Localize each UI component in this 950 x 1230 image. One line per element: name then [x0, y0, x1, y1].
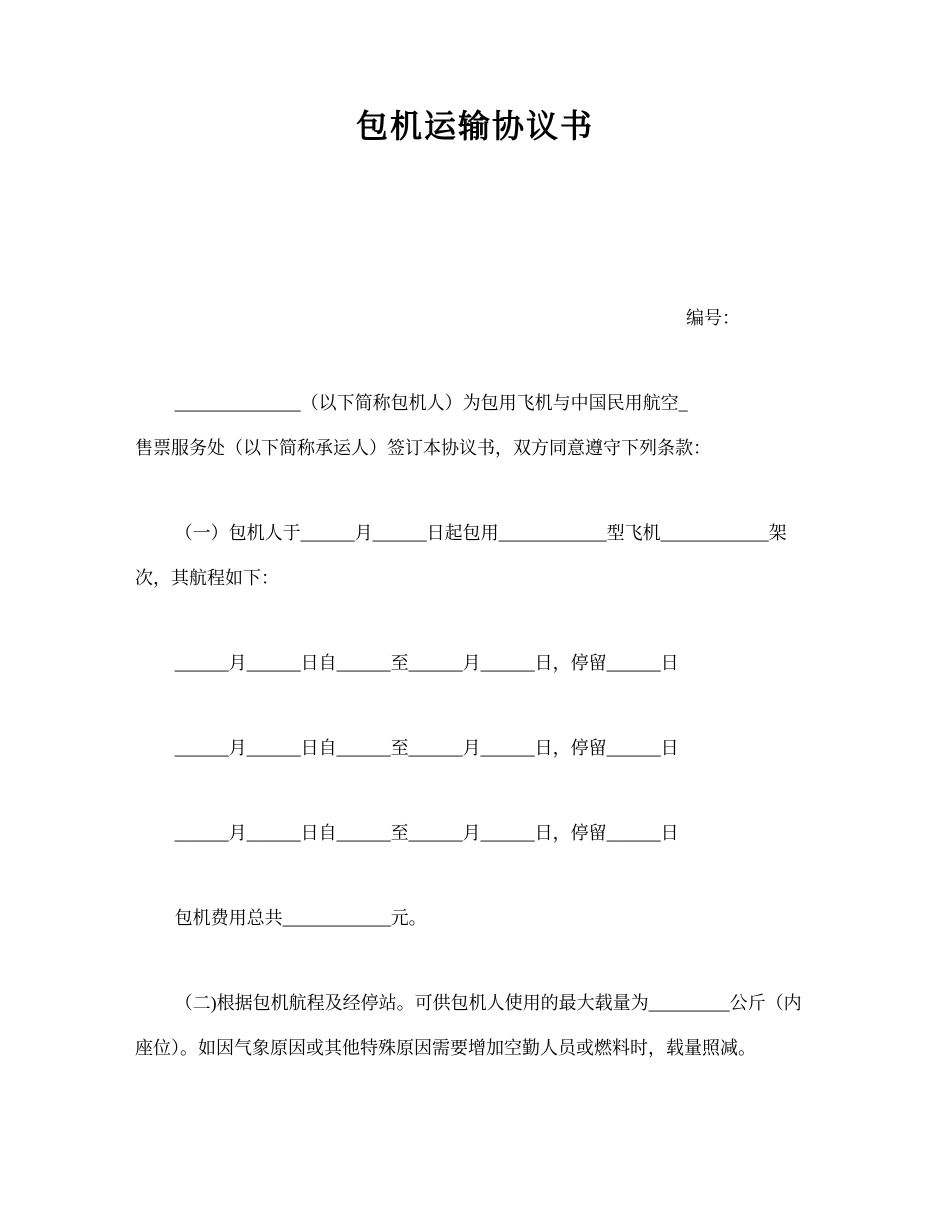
clause-one-line-2: 次，其航程如下：: [135, 568, 279, 589]
clause-two-paragraph: [135, 981, 815, 1071]
schedule-line-paragraph-3: [135, 811, 815, 856]
document-number-label: 编号：: [686, 308, 740, 329]
clause-two-line-1: （二)根据包机航程及经停站。可供包机人使用的最大载量为_________公斤（内: [174, 993, 802, 1014]
clause-one-line-1: （一）包机人于______月______日起包用____________型飞机____________架: [174, 523, 787, 544]
clause-one-paragraph: [135, 511, 815, 601]
schedule-line-1: ______月______日自______至______月______日，停留______日: [174, 653, 679, 674]
intro-line-2: 售票服务处（以下简称承运人）签订本协议书，双方同意遵守下列条款：: [135, 438, 711, 459]
clause-two-line-2: 座位）。如因气象原因或其他特殊原因需要增加空勤人员或燃料时，载量照减。: [135, 1038, 756, 1059]
intro-line-1: ______________（以下简称包机人）为包用飞机与中国民用航空_: [174, 393, 688, 414]
schedule-line-paragraph-2: [135, 726, 815, 771]
fee-paragraph: [135, 896, 815, 941]
schedule-line-3: ______月______日自______至______月______日，停留______日: [174, 823, 679, 844]
document-title: 包机运输协议书: [355, 108, 594, 144]
intro-paragraph: [135, 381, 815, 471]
schedule-line-2: ______月______日自______至______月______日，停留______日: [174, 738, 679, 759]
schedule-line-paragraph-1: [135, 641, 815, 686]
fee-line: 包机费用总共____________元。: [174, 908, 427, 929]
